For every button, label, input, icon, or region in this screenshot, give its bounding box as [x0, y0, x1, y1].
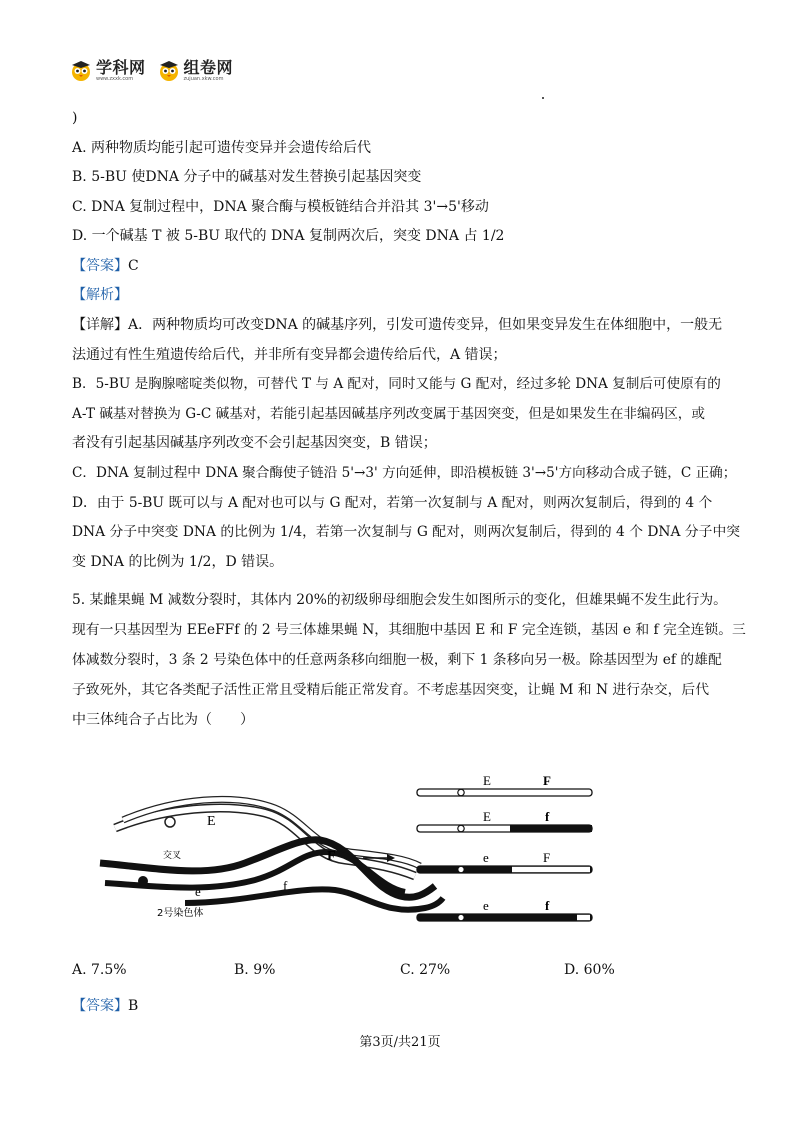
explanation-line: 者没有引起基因碱基序列改变不会引起基因突变，B 错误；: [72, 435, 437, 451]
gene-label: E: [483, 773, 491, 788]
gene-label: E: [207, 814, 216, 829]
explanation-line: B．5-BU 是胸腺嘧啶类似物，可替代 T 与 A 配对，同时又能与 G 配对，经过多轮 DNA 复制后可使原有的: [72, 376, 721, 392]
q4-answer: [72, 256, 139, 276]
gene-label: f: [545, 809, 550, 824]
owl-icon: [70, 60, 92, 82]
q5-stem-line: 中三体纯合子占比为（ ）: [72, 712, 254, 728]
analysis-tag: 【解析】: [72, 287, 128, 303]
explanation-line: A-T 碱基对替换为 G-C 碱基对，若能引起基因碱基序列改变属于基因突变，但是如果发生在非编码区，或: [72, 406, 705, 422]
q5-stem-line: 体减数分裂时，3 条 2 号染色体中的任意两条移向细胞一极，剩下 1 条移向另一极。除基因型为 ef 的雄配: [72, 652, 722, 668]
answer-value: B: [128, 998, 139, 1014]
explanation-text: A．两种物质均可改变DNA 的碱基序列，引发可遗传变异，但如果变异发生在体细胞中，一般无: [128, 317, 723, 333]
gene-label: e: [483, 850, 489, 865]
homologous-chromosomes: [100, 799, 443, 909]
q5-option-a: A. 7.5%: [72, 962, 127, 978]
owl-icon: [158, 60, 180, 82]
page-footer: 第3页/共21页: [359, 1035, 441, 1050]
logo-sub-text: www.zxxk.com: [96, 76, 134, 82]
gene-label: f: [545, 898, 550, 913]
explanation-line: 变 DNA 的比例为 1/2，D 错误。: [72, 554, 284, 570]
q5-option-c: C. 27%: [400, 962, 451, 978]
q4-option-a: A. 两种物质均能引起可遗传变异并会遗传给后代: [72, 140, 372, 156]
logo-zujuanwang: [158, 60, 234, 82]
gene-label: F: [543, 773, 551, 788]
gene-label: E: [483, 809, 491, 824]
explanation-line: C．DNA 复制过程中 DNA 聚合酶使子链沿 5'→3' 方向延伸，即沿模板链 3'→5'方向移动合成子链，C 正确；: [72, 465, 737, 481]
answer-tag: 【答案】: [72, 258, 128, 274]
gene-label: F: [327, 849, 336, 864]
gene-label: e: [195, 884, 201, 899]
q5-answer: [72, 996, 138, 1016]
q5-option-b: B. 9%: [234, 962, 276, 978]
q5-stem-line: 子致死外，其它各类配子活性正常且受精后能正常发育。不考虑基因突变，让蝇 M 和 N 进行杂交，后代: [72, 682, 710, 698]
gene-label: f: [283, 878, 288, 893]
logo-main-text: 组卷网: [183, 58, 234, 77]
q5-stem-line: 现有一只基因型为 EEeFFf 的 2 号三体雄果蝇 N，其细胞中基因 E 和 F 完全连锁，基因 e 和 f 完全连锁。三: [72, 622, 746, 638]
header-logo: [70, 60, 233, 82]
explanation-line: D．由于 5-BU 既可以与 A 配对也可以与 G 配对，若第一次复制与 A 配对，则两次复制后，得到的 4 个: [72, 495, 713, 511]
answer-tag: 【答案】: [72, 998, 128, 1014]
stray-dot: [542, 97, 544, 99]
answer-value: C: [128, 258, 139, 274]
q4-option-d: D. 一个碱基 T 被 5-BU 取代的 DNA 复制两次后，突变 DNA 占 1/2: [72, 228, 505, 244]
logo-main-text: 学科网: [96, 58, 146, 77]
logo-xuekewang: [70, 60, 146, 82]
explanation-line: [72, 315, 722, 335]
crossover-figure: [95, 768, 615, 948]
chromosome-label: 2号染色体: [157, 908, 204, 919]
gene-label: e: [483, 898, 489, 913]
q5-option-d: D. 60%: [564, 962, 615, 978]
explanation-line: DNA 分子中突变 DNA 的比例为 1/4，若第一次复制与 G 配对，则两次复制后，得到的 4 个 DNA 分子中突: [72, 524, 741, 540]
q4-option-c: C. DNA 复制过程中，DNA 聚合酶与模板链结合并沿其 3'→5'移动: [72, 199, 489, 215]
q4-tail: ): [72, 110, 78, 126]
detail-tag: 【详解】: [72, 317, 128, 333]
q4-analysis-heading: [72, 285, 128, 305]
logo-sub-text: zujuan.xkw.com: [183, 76, 224, 82]
crossover-label: 交叉: [163, 851, 182, 861]
q4-option-b: B. 5-BU 使DNA 分子中的碱基对发生替换引起基因突变: [72, 169, 422, 185]
q5-stem-line: 5. 某雌果蝇 M 减数分裂时，其体内 20%的初级卵母细胞会发生如图所示的变化，但雄果蝇不发生此行为。: [72, 592, 727, 608]
gene-label: F: [543, 850, 551, 865]
explanation-line: 法通过有性生殖遗传给后代，并非所有变异都会遗传给后代，A 错误；: [72, 347, 507, 363]
